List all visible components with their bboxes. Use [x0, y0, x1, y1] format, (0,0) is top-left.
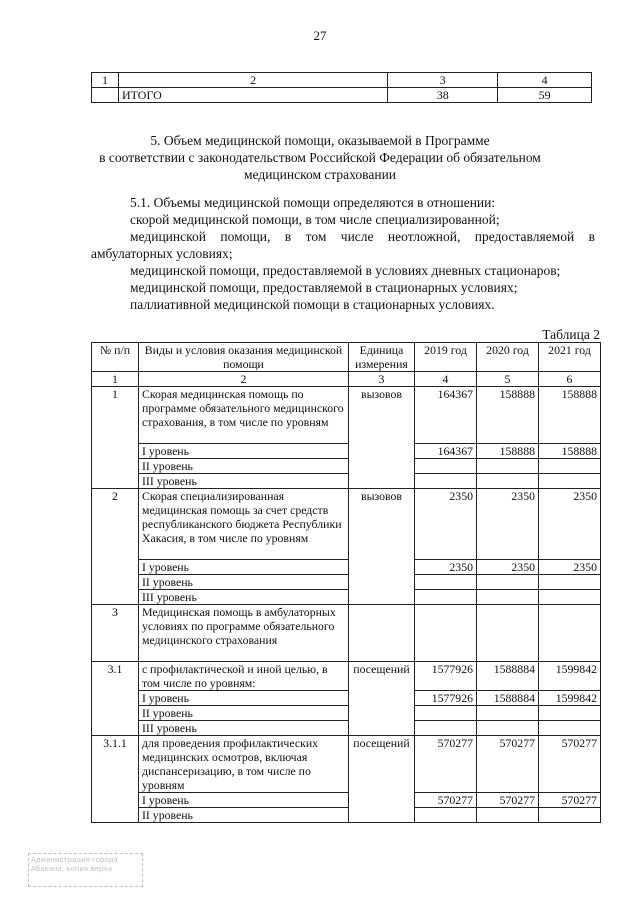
intro-line: 5.1. Объемы медицинской помощи определяются в отношении: — [130, 195, 496, 210]
value-2021: 1599842 — [539, 662, 601, 691]
certification-stamp — [28, 853, 143, 887]
table-cell: 4 — [498, 73, 592, 88]
col-number: 3 — [349, 372, 415, 387]
total-label: ИТОГО — [118, 88, 387, 103]
table-cell: 2 — [118, 73, 387, 88]
section-title-line: в соответствии с законодательством Российской Федерации об обязательном — [99, 150, 541, 165]
value-2019: 164367 — [415, 387, 477, 444]
section-title-line: 5. Объем медицинской помощи, оказываемой в Программе — [150, 133, 490, 148]
column-number-row — [92, 372, 601, 387]
value-2019: 2350 — [415, 560, 477, 575]
value-2020: 158888 — [477, 387, 539, 444]
col-number: 4 — [415, 372, 477, 387]
header-2019: 2019 год — [415, 343, 477, 372]
row-text: III уровень — [139, 474, 349, 489]
top-summary-table — [91, 72, 592, 103]
value-2019: 570277 — [415, 736, 477, 793]
value-2019: 164367 — [415, 444, 477, 459]
header-2021: 2021 год — [539, 343, 601, 372]
col-number: 5 — [477, 372, 539, 387]
row-text: I уровень — [139, 444, 349, 459]
table-row — [92, 459, 601, 474]
section-title-line: медицинском страховании — [243, 167, 397, 182]
table-row — [92, 387, 601, 444]
table-row — [92, 706, 601, 721]
row-number: 1 — [92, 387, 139, 489]
row-text: I уровень — [139, 560, 349, 575]
value-2021: 158888 — [539, 387, 601, 444]
row-text: Медицинская помощь в амбулаторных условиях по программе обязательного медицинского страхования — [139, 605, 349, 662]
table-row — [92, 489, 601, 560]
table-row — [92, 560, 601, 575]
value-2021: 570277 — [539, 736, 601, 793]
row-unit: посещений — [349, 662, 415, 736]
value-2019: 2350 — [415, 489, 477, 560]
row-text: II уровень — [139, 706, 349, 721]
col-number: 1 — [92, 372, 139, 387]
row-unit: вызовов — [349, 387, 415, 489]
table-row — [92, 88, 592, 103]
table-row — [92, 662, 601, 691]
value-2020: 2350 — [477, 489, 539, 560]
value-2020: 2350 — [477, 560, 539, 575]
intro-line: амбулаторных условиях; — [91, 246, 233, 261]
row-text: для проведения профилактических медицинских осмотров, включая диспансеризацию, в том числе по уровням — [139, 736, 349, 793]
volume-table — [91, 342, 601, 823]
header-kind: Виды и условия оказания медицинской помощи — [139, 343, 349, 372]
row-number: 3 — [92, 605, 139, 662]
value-2020: 1588884 — [477, 662, 539, 691]
row-text: I уровень — [139, 793, 349, 808]
row-text: Скорая специализированная медицинская помощь за счет средств республиканского бюджета Республики Хакасия, в том числе по уровням — [139, 489, 349, 560]
row-text: II уровень — [139, 808, 349, 823]
row-text: II уровень — [139, 459, 349, 474]
row-text: II уровень — [139, 575, 349, 590]
value-2021: 158888 — [539, 444, 601, 459]
stamp-text: Администрация города Абакана, копия верна — [31, 856, 118, 873]
value-2021: 2350 — [539, 560, 601, 575]
table-row — [92, 474, 601, 489]
row-unit: вызовов — [349, 489, 415, 605]
value-2019: 1577926 — [415, 662, 477, 691]
col-number: 2 — [139, 372, 349, 387]
table-cell — [92, 88, 119, 103]
intro-line: медицинской помощи, в том числе неотложной, предоставляемой в — [130, 229, 595, 244]
table-row — [92, 444, 601, 459]
row-text: I уровень — [139, 691, 349, 706]
table-row — [92, 736, 601, 793]
row-text: с профилактической и иной целью, в том числе по уровням: — [139, 662, 349, 691]
header-num: № п/п — [92, 343, 139, 372]
table-row — [92, 808, 601, 823]
table-label: Таблица 2 — [542, 327, 600, 342]
table-row — [92, 605, 601, 662]
value-2020: 570277 — [477, 736, 539, 793]
page-number: 27 — [313, 28, 327, 43]
row-text: Скорая медицинская помощь по программе обязательного медицинского страхования, в том числе по уровням — [139, 387, 349, 444]
intro-line: медицинской помощи, предоставляемой в условиях дневных стационаров; — [130, 263, 561, 278]
row-number: 2 — [92, 489, 139, 605]
value-2019: 1577926 — [415, 691, 477, 706]
row-number: 3.1.1 — [92, 736, 139, 823]
row-unit: посещений — [349, 736, 415, 823]
intro-line: паллиативной медицинской помощи в стационарных условиях. — [130, 297, 495, 312]
col-number: 6 — [539, 372, 601, 387]
table-header-row — [92, 343, 601, 372]
table-row — [92, 721, 601, 736]
table-cell: 59 — [498, 88, 592, 103]
table-row — [92, 73, 592, 88]
table-row — [92, 590, 601, 605]
intro-line: скорой медицинской помощи, в том числе специализированной; — [130, 212, 500, 227]
header-unit: Единица измерения — [349, 343, 415, 372]
value-2021: 1599842 — [539, 691, 601, 706]
value-2020: 1588884 — [477, 691, 539, 706]
row-number: 3.1 — [92, 662, 139, 736]
value-2020: 158888 — [477, 444, 539, 459]
table-cell: 3 — [388, 73, 498, 88]
table-row — [92, 793, 601, 808]
table-row — [92, 575, 601, 590]
table-cell: 38 — [388, 88, 498, 103]
value-2019: 570277 — [415, 793, 477, 808]
row-text: III уровень — [139, 590, 349, 605]
intro-line: медицинской помощи, предоставляемой в стационарных условиях; — [130, 280, 518, 295]
table-cell: 1 — [92, 73, 119, 88]
value-2021: 2350 — [539, 489, 601, 560]
value-2021: 570277 — [539, 793, 601, 808]
header-2020: 2020 год — [477, 343, 539, 372]
table-row — [92, 691, 601, 706]
value-2020: 570277 — [477, 793, 539, 808]
row-text: III уровень — [139, 721, 349, 736]
